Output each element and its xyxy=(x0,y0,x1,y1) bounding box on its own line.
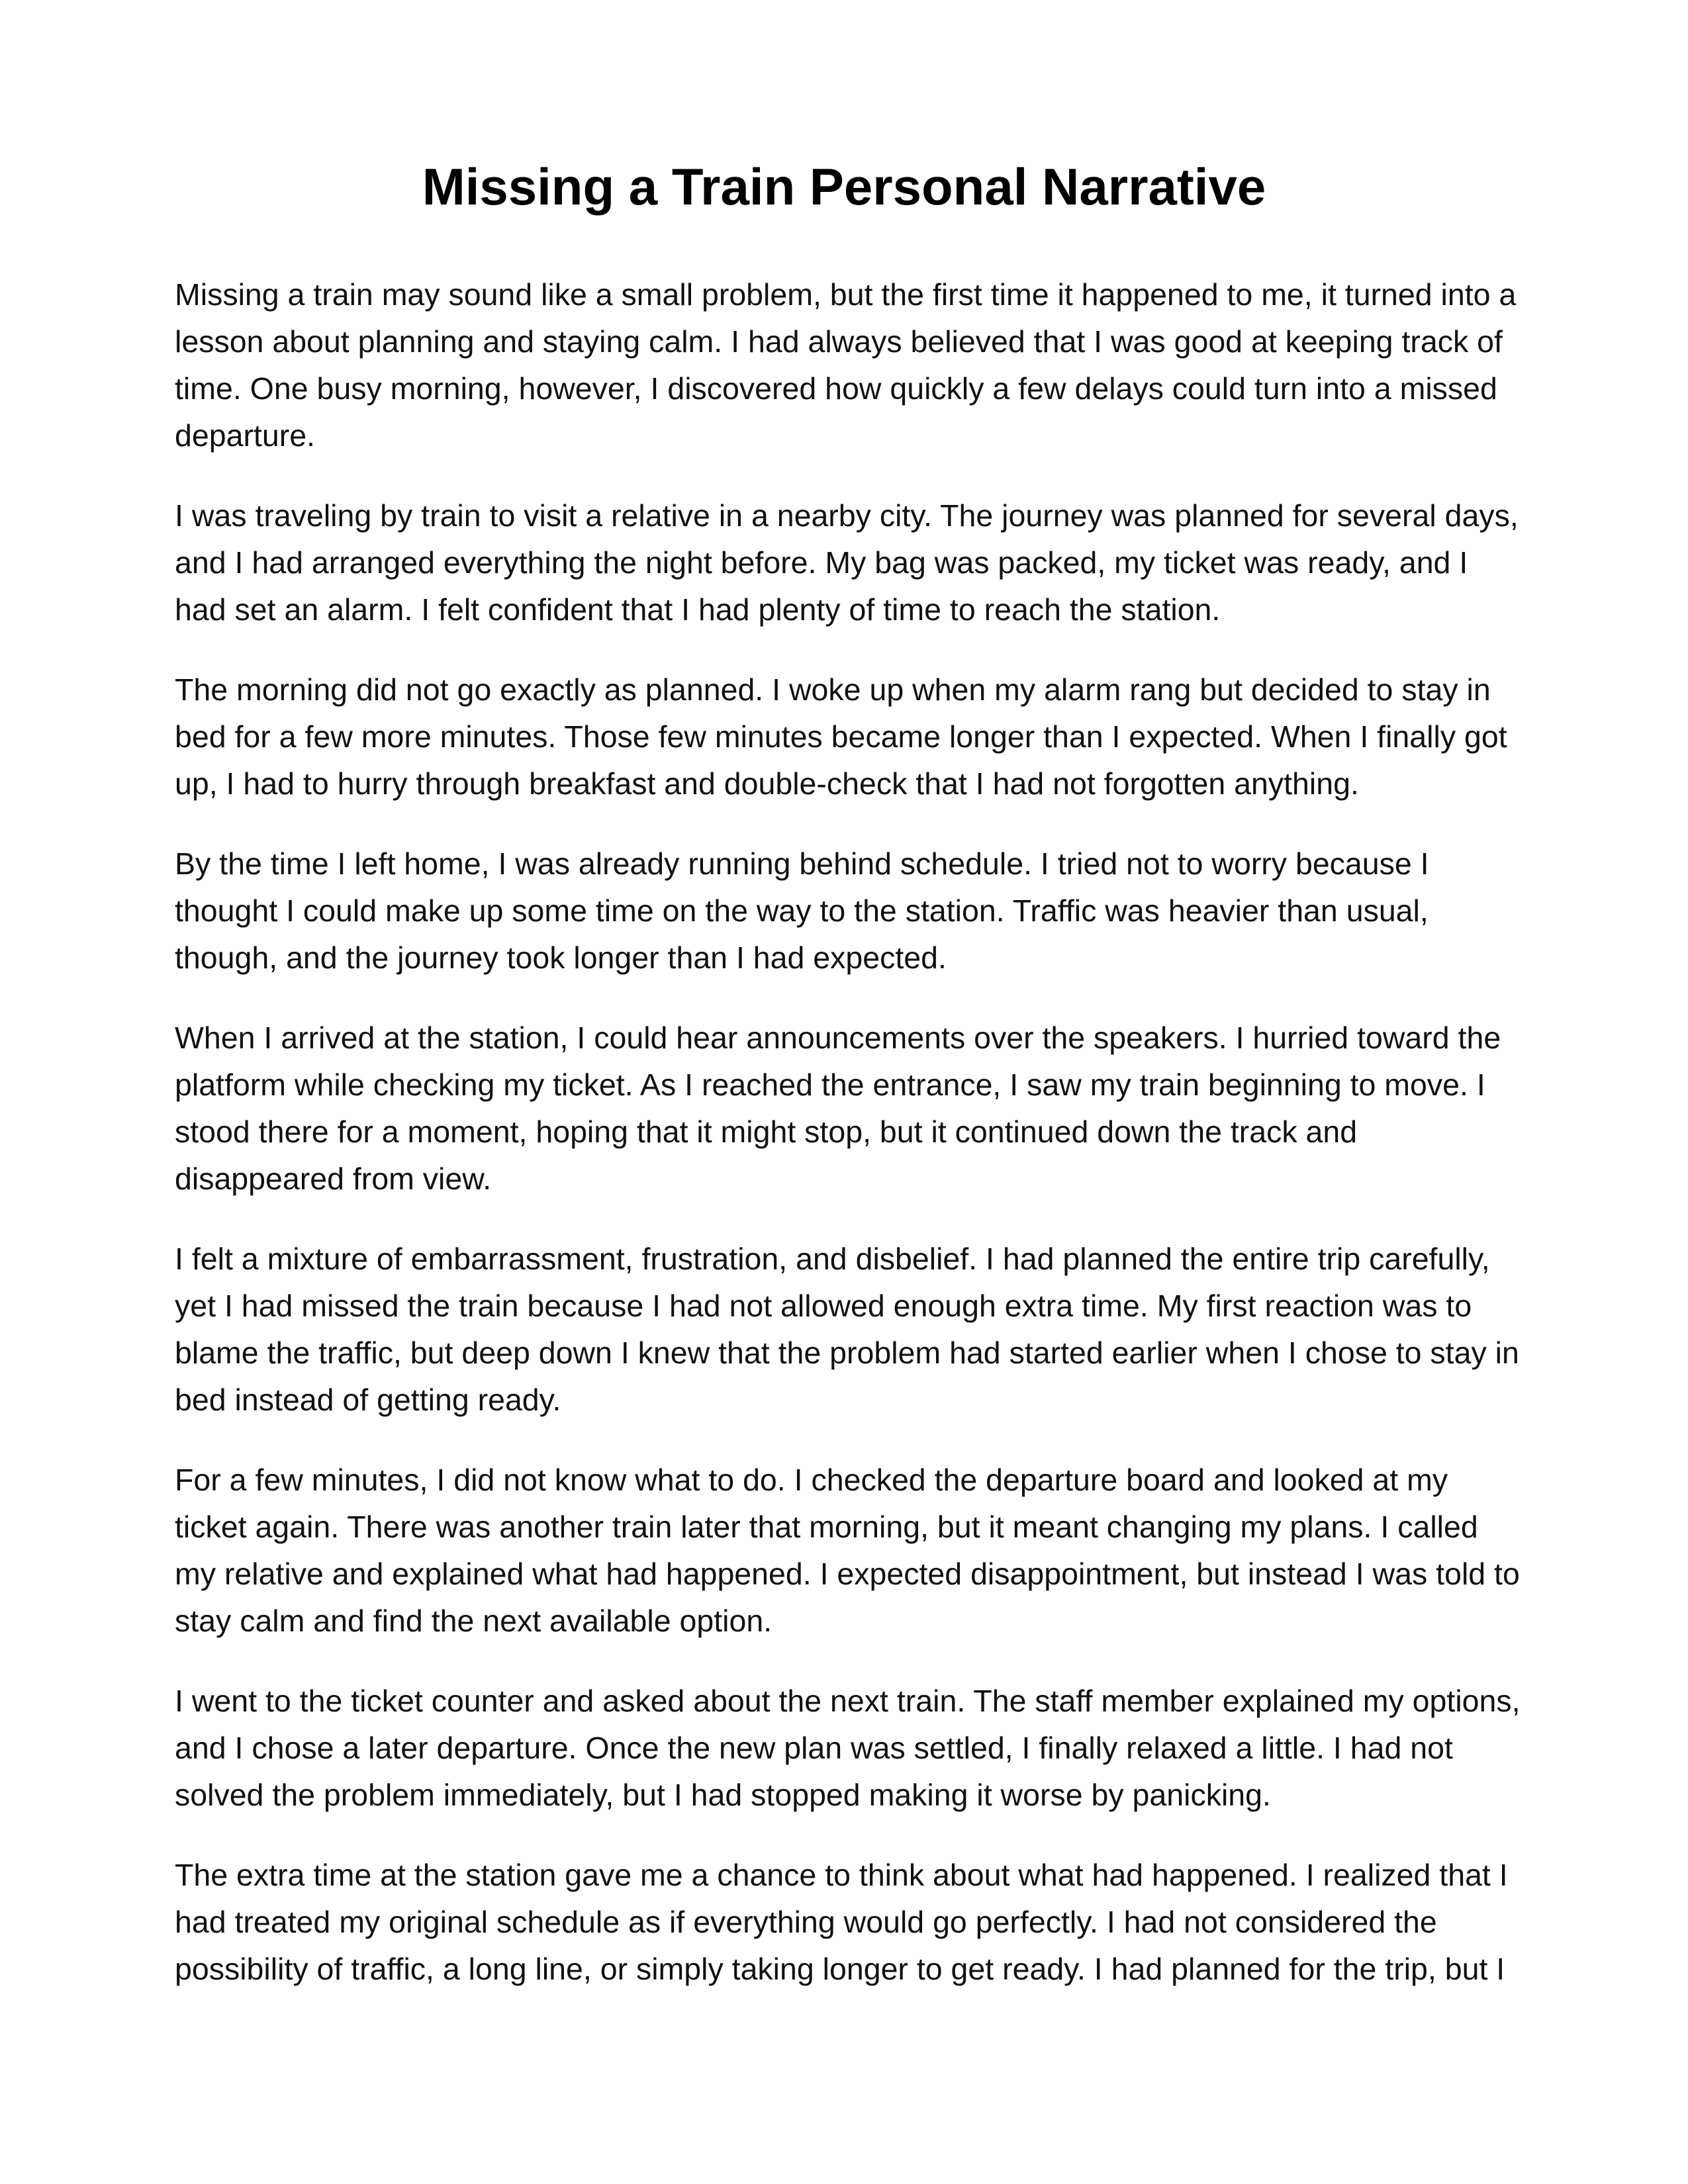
paragraph-7: For a few minutes, I did not know what to do. I checked the departure board and looked at my ticket again. There was another train later that morning, but it meant changing my plans. I called my relative and explained what had happened. I expected disappointment, but instead I was told to stay calm and find the next available option. xyxy=(175,1463,1520,1638)
document-title: Missing a Train Personal Narrative xyxy=(422,158,1266,216)
paragraph-1: Missing a train may sound like a small problem, but the first time it happened to me, it turned into a lesson about planning and staying calm. I had always believed that I was good at keeping track of time. One busy morning, however, I discovered how quickly a few delays could turn into a missed departure. xyxy=(175,277,1517,453)
document-body xyxy=(175,271,1525,2026)
paragraph-3: The morning did not go exactly as planned. I woke up when my alarm rang but decided to stay in bed for a few more minutes. Those few minutes became longer than I expected. When I finally got up, I had to hurry through breakfast and double-check that I had not forgotten anything. xyxy=(175,672,1507,801)
paragraph-9: The extra time at the station gave me a chance to think about what had happened. I realized that I had treated my original schedule as if everything would go perfectly. I had not considered the possibility of traffic, a long line, or simply taking longer to get ready. I had planned for the trip, but I xyxy=(175,1858,1508,1986)
paragraph-5: When I arrived at the station, I could hear announcements over the speakers. I hurried toward the platform while checking my ticket. As I reached the entrance, I saw my train beginning to move. I stood there for a moment, hoping that it might stop, but it continued down the track and disappeared from view. xyxy=(175,1021,1501,1196)
paragraph-6: I felt a mixture of embarrassment, frustration, and disbelief. I had planned the entire trip carefully, yet I had missed the train because I had not allowed enough extra time. My first reaction was to blame the traffic, but deep down I knew that the problem had started earlier when I chose to stay in bed instead of getting ready. xyxy=(175,1242,1519,1417)
paragraph-2: I was traveling by train to visit a relative in a nearby city. The journey was planned for several days, and I had arranged everything the night before. My bag was packed, my ticket was ready, and I had set an alarm. I felt confident that I had plenty of time to reach the station. xyxy=(175,498,1519,627)
paragraph-4: By the time I left home, I was already running behind schedule. I tried not to worry because I thought I could make up some time on the way to the station. Traffic was heavier than usual, though, and the journey took longer than I had expected. xyxy=(175,846,1429,975)
paragraph-8: I went to the ticket counter and asked about the next train. The staff member explained my options, and I chose a later departure. Once the new plan was settled, I finally relaxed a little. I had not solved the problem immediately, but I had stopped making it worse by panicking. xyxy=(175,1684,1521,1812)
